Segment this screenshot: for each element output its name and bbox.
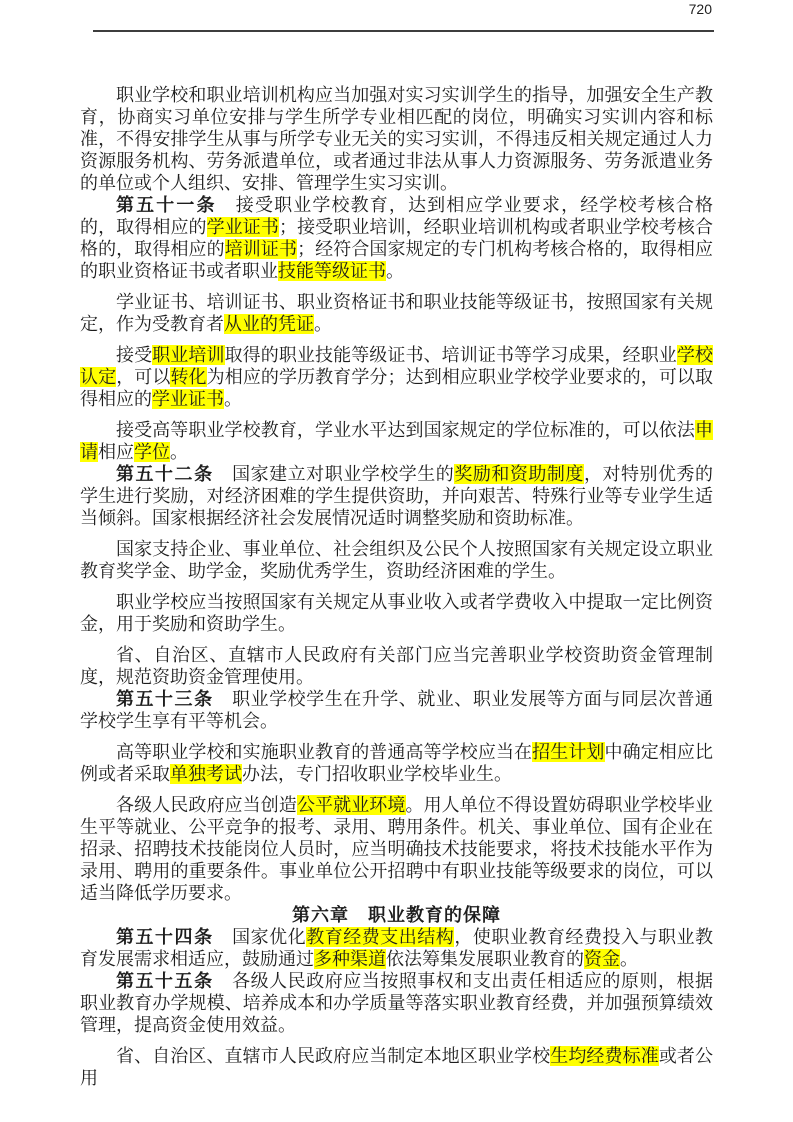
para-enrollment-plan (80, 741, 713, 785)
text-run: 接受高等职业学校教育，学业水平达到国家规定的学位标准的，可以依法 (116, 420, 695, 440)
bold-label: 第五十四条 (116, 927, 214, 947)
para-scholarship-grants (80, 538, 713, 582)
text-run: 。 (170, 442, 188, 462)
text-run: 各级人民政府应当创造 (116, 795, 297, 815)
text-run: 省、自治区、直辖市人民政府应当制定本地区职业学校 (116, 1046, 551, 1066)
text-run: 。 (224, 389, 242, 409)
text-run: 职业学校学生在升学、就业、职业发展等方面与同层次普通学校学生享有平等机会。 (80, 689, 714, 731)
heading-chapter-6 (80, 904, 713, 926)
text-run: 办法，专门招收职业学校毕业生。 (242, 764, 512, 784)
highlighted-text: 资金 (584, 949, 620, 969)
text-run: 。 (314, 314, 332, 334)
para-article-53 (80, 688, 713, 732)
text-run: 依法筹集发展职业教育的 (386, 949, 584, 969)
bold-label: 第五十五条 (116, 971, 214, 991)
highlighted-text: 学业证书 (206, 217, 279, 237)
text-run: 各级人民政府应当按照事权和支出责任相适应的原则，根据职业教育办学规模、培养成本和办学质量等落实职业教育经费，并加强预算绩效管理，提高资金使用效益。 (80, 971, 714, 1035)
para-fair-employment (80, 794, 713, 904)
text-run: 学业证书、培训证书、职业资格证书和职业技能等级证书，按照国家有关规定，作为受教育者 (80, 292, 713, 334)
text-run: 。用人单位不得设置妨碍职业学校毕业生平等就业、公平竞争的报考、录用、聘用条件。机关、事业单位、国有企业在招录、招聘技术技能岗位人员时，应当明确技术技能要求，将技术技能水平作为录用、聘用的重要条件。事业单位公开招聘中有职业技能等级要求的岗位，可以适当降低学历要求。 (80, 795, 713, 903)
text-run: 职业学校和职业培训机构应当加强对实习实训学生的指导，加强安全生产教育，协商实习单位安排与学生所学专业相匹配的岗位，明确实习实训内容和标准，不得安排学生从事与所学专业无关的实习实训，不得违反相关规定通过人力资源服务机构、劳务派遣单位，或者通过非法从事人力资源服务、劳务派遣业务的单位或个人组织、安排、管理学生实习实训。 (80, 85, 713, 193)
para-article-52 (80, 463, 713, 529)
text-run: 。 (386, 261, 404, 281)
highlighted-text: 学校认定 (80, 345, 713, 387)
text-run: 国家支持企业、事业单位、社会组织及公民个人按照国家有关规定设立职业教育奖学金、助学金，奖励优秀学生，资助经济困难的学生。 (80, 539, 713, 581)
text-run: 或者公用 (80, 1046, 713, 1088)
highlighted-text: 转化 (170, 367, 207, 387)
text-run: 国家建立对职业学校学生的 (213, 464, 455, 484)
text-run: 接受职业学校教育，达到相应学业要求，经学校考核合格的，取得相应的 (80, 195, 714, 237)
page-number: 720 (688, 1, 712, 17)
text-run: 取得的职业技能等级证书、培训证书等学习成果，经职业 (224, 345, 677, 365)
para-article-54 (80, 926, 713, 970)
text-run: 接受 (116, 345, 153, 365)
highlighted-text: 招生计划 (532, 742, 605, 762)
highlighted-text: 申请 (80, 420, 713, 462)
highlighted-text: 教育经费支出结构 (306, 927, 455, 947)
text-run: 省、自治区、直辖市人民政府有关部门应当完善职业学校资助资金管理制度，规范资助资金管理使用。 (80, 645, 713, 687)
header-rule (93, 30, 714, 32)
highlighted-text: 从业的凭证 (224, 314, 314, 334)
para-school-fund-extraction (80, 591, 713, 635)
text-run: 中确定相应比例或者采取 (80, 742, 713, 784)
para-per-student-funding (80, 1045, 713, 1089)
para-provincial-fund-management (80, 644, 713, 688)
highlighted-text: 多种渠道 (314, 949, 386, 969)
text-run: ，对特别优秀的学生进行奖励，对经济困难的学生提供资助，并向艰苦、特殊行业等专业学生适当倾斜。国家根据经济社会发展情况适时调整奖励和资助标准。 (80, 464, 714, 528)
bold-label: 第五十三条 (116, 689, 214, 709)
text-run: 。 (620, 949, 638, 969)
document-body (80, 84, 713, 1089)
highlighted-text: 职业培训 (152, 345, 225, 365)
highlighted-text: 培训证书 (224, 239, 298, 259)
bold-label: 第五十二条 (116, 464, 214, 484)
text-run: ，可以 (116, 367, 171, 387)
bold-label: 第六章 职业教育的保障 (292, 905, 501, 925)
bold-label: 第五十一条 (116, 195, 217, 215)
highlighted-text: 学业证书 (152, 389, 224, 409)
highlighted-text: 公平就业环境 (296, 795, 406, 815)
para-article-51 (80, 194, 713, 282)
highlighted-text: 技能等级证书 (278, 261, 386, 281)
highlighted-text: 学位 (134, 442, 170, 462)
text-run: 为相应的学历教育学分；达到相应职业学校学业要求的，可以取得相应的 (80, 367, 714, 409)
text-run: 国家优化 (213, 927, 307, 947)
para-internship-guidance (80, 84, 713, 194)
para-article-55 (80, 970, 713, 1036)
highlighted-text: 生均经费标准 (550, 1046, 659, 1066)
highlighted-text: 奖励和资助制度 (454, 464, 584, 484)
text-run: ；接受职业培训，经职业培训机构或者职业学校考核合格的，取得相应的 (80, 217, 714, 259)
highlighted-text: 单独考试 (170, 764, 242, 784)
text-run: ；经符合国家规定的专门机构考核合格的，取得相应的职业资格证书或者职业 (80, 239, 714, 281)
para-certificates-credential (80, 291, 713, 335)
para-training-achievement-conversion (80, 344, 713, 410)
text-run: 高等职业学校和实施职业教育的普通高等学校应当在 (116, 742, 533, 762)
text-run: 相应 (98, 442, 134, 462)
text-run: ，使职业教育经费投入与职业教育发展需求相适应，鼓励通过 (80, 927, 714, 969)
text-run: 职业学校应当按照国家有关规定从事业收入或者学费收入中提取一定比例资金，用于奖励和资助学生。 (80, 592, 713, 634)
para-degree-application (80, 419, 713, 463)
